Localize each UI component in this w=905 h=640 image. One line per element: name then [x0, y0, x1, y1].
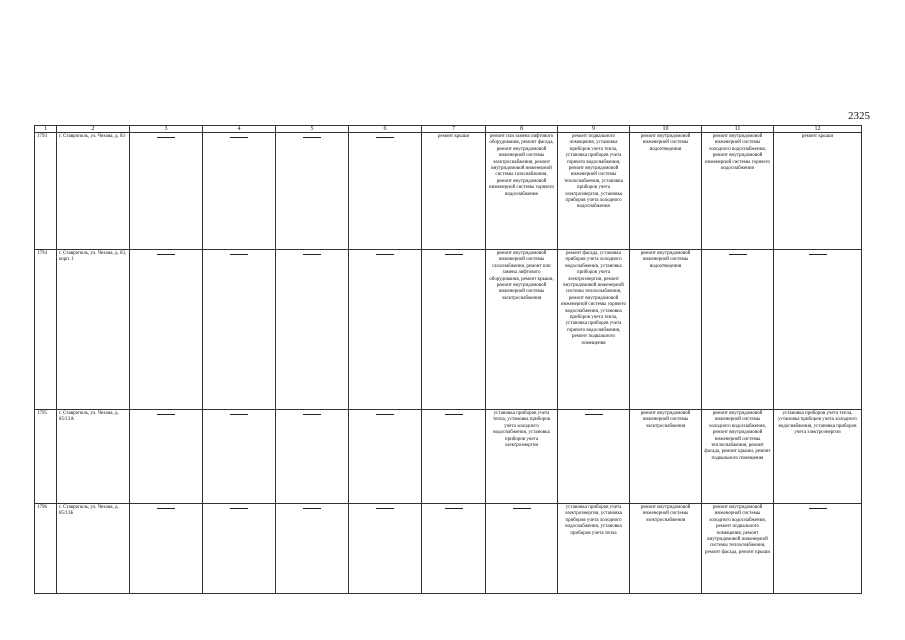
column-number: 2	[57, 126, 130, 133]
cell-col7	[422, 250, 486, 410]
cell-col12: установка приборов учета тепла, установка приборов учета холодного водоснабжения, установка приборов учета электроэнергии	[774, 410, 862, 504]
cell-col11: ремонт внутридомовой инженерной системы холодного водоснабжения, ремонт внутридомовой инженерной системы горячего водоснабжения	[702, 133, 774, 250]
cell-col6	[349, 133, 422, 250]
cell-col11: ремонт внутридомовой инженерной системы холодного водоснабжения, ремонт подвального помещения, ремонт внутридомовой инженерной системы теплоснабжения, ремонт фасада, ремонт крыши	[702, 504, 774, 594]
cell-col8: ремонт или замена лифтового оборудования, ремонт фасада, ремонт внутридомовой инженерной системы электроснабжения, ремонт внутридомовой инженерной системы газоснабжения, ремонт внутридомовой инженерной системы горячего водоснабжения	[486, 133, 558, 250]
table-row	[35, 133, 862, 250]
cell-col12: ремонт крыши	[774, 133, 862, 250]
table-row	[35, 504, 862, 594]
cell-col7	[422, 410, 486, 504]
column-number: 9	[558, 126, 630, 133]
column-number: 10	[630, 126, 702, 133]
cell-col6	[349, 410, 422, 504]
cell-col8: ремонт внутридомовой инженерной системы газоснабжения, ремонт или замена лифтового оборудования, ремонт крыши, ремонт внутридомовой инженерной системы электроснабжения	[486, 250, 558, 410]
cell-col11: ремонт внутридомовой инженерной системы холодного водоснабжения, ремонт внутридомовой инженерной системы теплоснабжения, ремонт фасада, ремонт крыши, ремонт подвального помещения	[702, 410, 774, 504]
cell-col4	[203, 133, 276, 250]
address-cell: г. Ставрополь, ул. Чехова, д. 85/13Б	[57, 504, 130, 594]
empty-dash	[376, 414, 394, 415]
cell-col11	[702, 250, 774, 410]
row-number: 1795	[35, 410, 57, 504]
empty-dash	[230, 508, 248, 509]
column-number: 11	[702, 126, 774, 133]
column-number: 12	[774, 126, 862, 133]
empty-dash	[729, 254, 747, 255]
cell-col10: ремонт внутридомовой инженерной системы водоотведения	[630, 133, 702, 250]
row-number: 1796	[35, 504, 57, 594]
empty-dash	[303, 137, 321, 138]
empty-dash	[376, 508, 394, 509]
empty-dash	[230, 254, 248, 255]
empty-dash	[303, 254, 321, 255]
cell-col5	[276, 504, 349, 594]
empty-dash	[445, 254, 463, 255]
address-cell: г. Ставрополь, ул. Чехова, д. 83, корп. 1	[57, 250, 130, 410]
column-number: 7	[422, 126, 486, 133]
cell-col9: ремонт подвального помещения, установка приборов учета тепла, установка приборов учета горячего водоснабжения, ремонт внутридомовой инженерной системы теплоснабжения, установка приборов учета электроэнергии, установка приборов учета холодного водоснабжения	[558, 133, 630, 250]
cell-col12	[774, 504, 862, 594]
empty-dash	[157, 137, 175, 138]
column-number: 3	[130, 126, 203, 133]
cell-col3	[130, 504, 203, 594]
row-number: 1793	[35, 133, 57, 250]
row-number: 1794	[35, 250, 57, 410]
cell-col8	[486, 504, 558, 594]
cell-col3	[130, 250, 203, 410]
cell-col9: установка приборов учета электроэнергии, установка приборов учета холодного водоснабжения, установка приборов учета тепла	[558, 504, 630, 594]
cell-col5	[276, 133, 349, 250]
empty-dash	[303, 414, 321, 415]
column-number: 4	[203, 126, 276, 133]
empty-dash	[376, 254, 394, 255]
cell-col6	[349, 250, 422, 410]
register-table	[34, 125, 862, 594]
cell-col10: ремонт внутридомовой инженерной системы электроснабжения	[630, 410, 702, 504]
address-cell: г. Ставрополь, ул. Чехова, д. 85/13А	[57, 410, 130, 504]
cell-col4	[203, 504, 276, 594]
cell-col4	[203, 250, 276, 410]
cell-col7: ремонт крыши	[422, 133, 486, 250]
empty-dash	[303, 508, 321, 509]
cell-col3	[130, 410, 203, 504]
empty-dash	[230, 414, 248, 415]
empty-dash	[376, 137, 394, 138]
column-number: 6	[349, 126, 422, 133]
empty-dash	[809, 508, 827, 509]
cell-col10: ремонт внутридомовой инженерной системы водоотведения	[630, 250, 702, 410]
cell-col6	[349, 504, 422, 594]
cell-col8: установка приборов учета тепла, установка приборов учета холодного водоснабжения, установка приборов учета электроэнергии	[486, 410, 558, 504]
cell-col12	[774, 250, 862, 410]
cell-col5	[276, 410, 349, 504]
cell-col5	[276, 250, 349, 410]
empty-dash	[809, 254, 827, 255]
cell-col3	[130, 133, 203, 250]
cell-col7	[422, 504, 486, 594]
empty-dash	[157, 508, 175, 509]
empty-dash	[445, 508, 463, 509]
page-number: 2325	[848, 110, 870, 122]
column-number: 5	[276, 126, 349, 133]
address-cell: г. Ставрополь, ул. Чехова, д. 83	[57, 133, 130, 250]
empty-dash	[513, 508, 531, 509]
column-numbers-row	[35, 126, 862, 133]
empty-dash	[445, 414, 463, 415]
cell-col10: ремонт внутридомовой инженерной системы электроснабжения	[630, 504, 702, 594]
column-number: 8	[486, 126, 558, 133]
empty-dash	[157, 254, 175, 255]
column-number: 1	[35, 126, 57, 133]
empty-dash	[157, 414, 175, 415]
cell-col4	[203, 410, 276, 504]
empty-dash	[230, 137, 248, 138]
empty-dash	[585, 414, 603, 415]
table-row	[35, 410, 862, 504]
cell-col9: ремонт фасада, установка приборов учета холодного водоснабжения, установка приборов учета электроэнергии, ремонт внутридомовой инженерной системы теплоснабжения, ремонт внутридомовой инженерной системы горячего водоснабжения, установка приборов учета тепла, установка приборов учета горячего водоснабжения, ремонт подвального помещения	[558, 250, 630, 410]
table-row	[35, 250, 862, 410]
cell-col9	[558, 410, 630, 504]
